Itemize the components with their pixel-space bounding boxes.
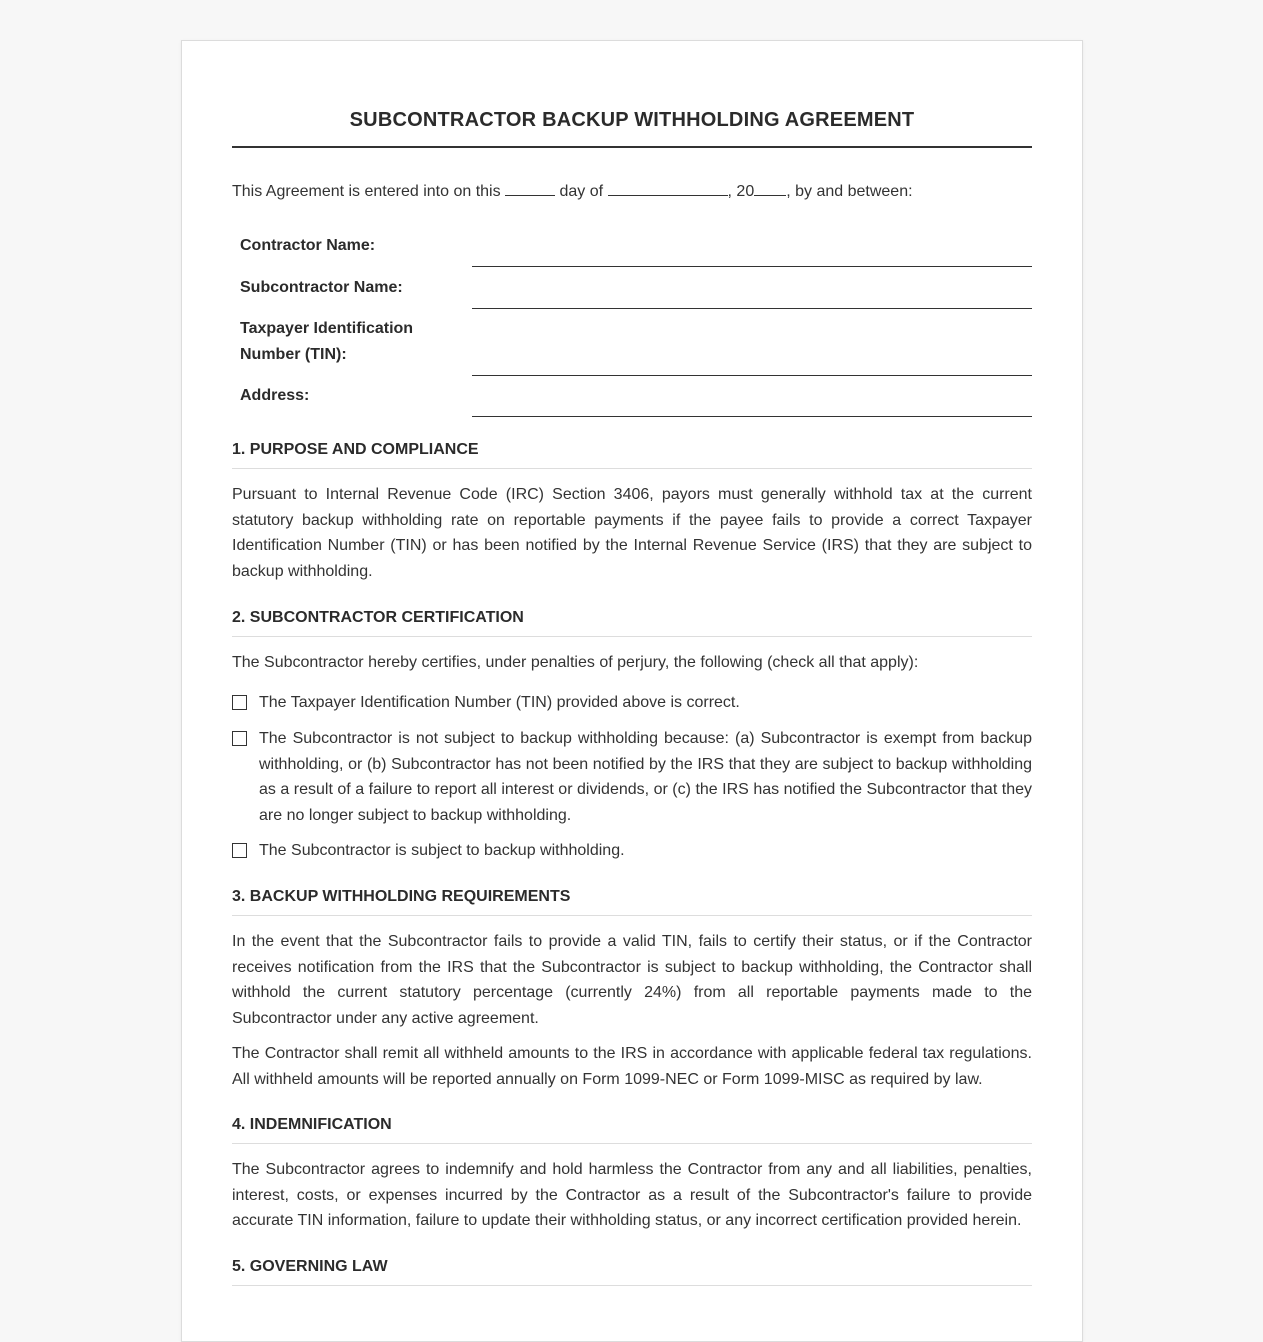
checkbox-subject[interactable]	[232, 843, 247, 858]
section-4-paragraph: The Subcontractor agrees to indemnify and hold harmless the Contractor from any and all liabilities, penalties, interest, costs, or expenses incurred by the Contractor as a result of the Subcontractor's failure to provide accurate TIN information, failure to update their withholding status, or any incorrect certification provided herein.	[232, 1161, 1032, 1230]
section-2-heading: 2. SUBCONTRACTOR CERTIFICATION	[232, 609, 1032, 637]
contractor-name-line[interactable]	[472, 266, 1032, 267]
checkbox-not-subject[interactable]	[232, 731, 247, 746]
section-1-paragraph: Pursuant to Internal Revenue Code (IRC) Section 3406, payors must generally withhold tax at the current statutory backup withholding rate on reportable payments if the payee fails to provide a correct Taxpayer Identification Number (TIN) or has been notified by the Internal Revenue Service (IRS) that they are subject to backup withholding.	[232, 486, 1032, 581]
day-blank[interactable]	[505, 181, 555, 196]
certification-option-subject	[232, 838, 1032, 864]
month-blank[interactable]	[608, 181, 728, 196]
tin-line[interactable]	[472, 375, 1032, 376]
intro-text-2: day of	[555, 183, 608, 200]
checkbox-label: The Taxpayer Identification Number (TIN) provided above is correct.	[259, 694, 740, 711]
subcontractor-name-label: Subcontractor Name:	[240, 279, 403, 296]
subcontractor-name-line[interactable]	[472, 308, 1032, 309]
section-2-paragraph: The Subcontractor hereby certifies, under penalties of perjury, the following (check all that apply):	[232, 654, 919, 671]
document-title: SUBCONTRACTOR BACKUP WITHHOLDING AGREEMENT	[349, 109, 915, 131]
checkbox-label: The Subcontractor is not subject to backup withholding because: (a) Subcontractor is exempt from backup withholding, or (b) Subcontractor has not been notified by the IRS that they are subject to backup withholding as a result of a failure to report all interest or dividends, or (c) the IRS has notified the Subcontractor that they are no longer subject to backup withholding.	[259, 730, 1032, 825]
checkbox-label: The Subcontractor is subject to backup withholding.	[259, 842, 625, 859]
certification-option-tin-correct	[232, 690, 1032, 716]
tin-label-line1: Taxpayer Identification	[240, 320, 414, 337]
intro-text-4: , by and between:	[786, 183, 913, 200]
section-4-heading: 4. INDEMNIFICATION	[232, 1116, 1032, 1144]
document-page	[181, 40, 1083, 1342]
section-3-paragraph-1: In the event that the Subcontractor fails to provide a valid TIN, fails to certify their status, or if the Contractor receives notification from the IRS that the Subcontractor is subject to backup withholding, the Contractor shall withhold the current statutory percentage (currently 24%) from all reportable payments made to the Subcontractor under any active agreement.	[232, 933, 1032, 1028]
intro-text-3: , 20	[727, 183, 755, 200]
intro-text-1: This Agreement is entered into on this	[232, 183, 506, 200]
tin-label	[240, 316, 413, 368]
address-label: Address:	[240, 387, 310, 404]
checkbox-tin-correct[interactable]	[232, 695, 247, 710]
address-line[interactable]	[472, 416, 1032, 417]
year-blank[interactable]	[754, 181, 786, 196]
section-5-heading: 5. GOVERNING LAW	[232, 1258, 1032, 1286]
agreement-date-line	[232, 181, 913, 201]
section-3-heading: 3. BACKUP WITHHOLDING REQUIREMENTS	[232, 888, 1032, 916]
section-3-paragraph-2: The Contractor shall remit all withheld amounts to the IRS in accordance with applicable federal tax regulations. All withheld amounts will be reported annually on Form 1099-NEC or Form 1099-MISC as required by law.	[232, 1045, 1032, 1088]
tin-label-line2: Number (TIN):	[240, 346, 347, 363]
contractor-name-label: Contractor Name:	[240, 237, 376, 254]
section-1-heading: 1. PURPOSE AND COMPLIANCE	[232, 441, 1032, 469]
title-divider	[232, 146, 1032, 148]
certification-option-not-subject	[232, 726, 1032, 829]
